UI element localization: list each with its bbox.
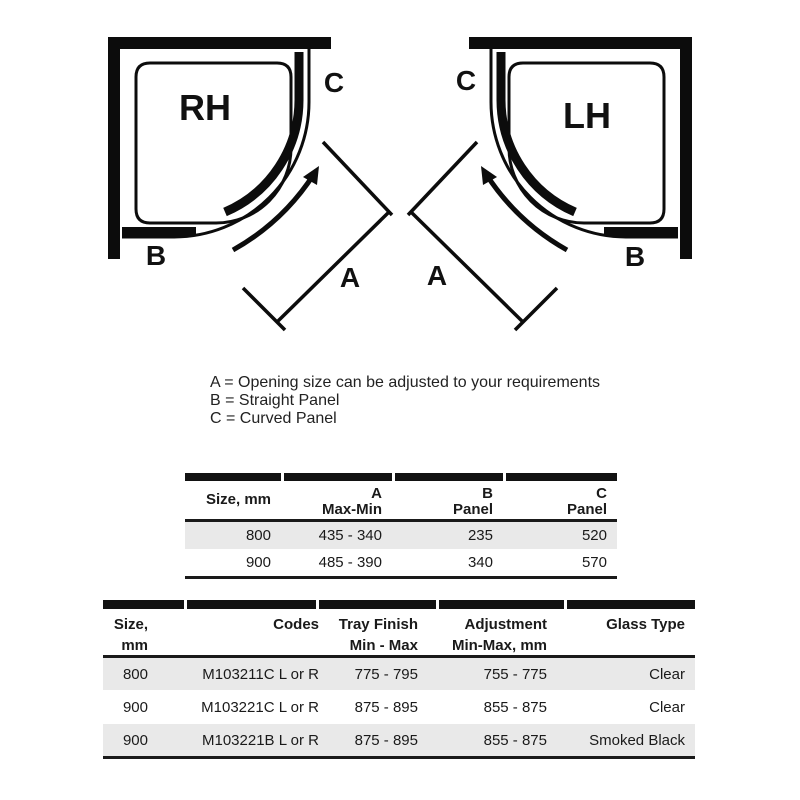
col-header-b bbox=[392, 481, 503, 519]
column-divider bbox=[316, 600, 319, 609]
rh-curved-panel-label: C bbox=[323, 67, 345, 98]
cell-size: 900 bbox=[122, 731, 148, 749]
col-header-size-line2: mm bbox=[121, 637, 148, 654]
cell-size: 800 bbox=[245, 527, 271, 544]
col-header-glass-type bbox=[557, 609, 695, 656]
column-divider bbox=[564, 600, 567, 609]
cell-c-panel: 520 bbox=[581, 527, 607, 544]
cell-code: M103221B L or R bbox=[201, 731, 319, 749]
lh-straight-panel bbox=[604, 227, 678, 236]
size-table bbox=[185, 473, 617, 579]
col-header-size bbox=[185, 481, 281, 519]
cell-glass-type: Clear bbox=[649, 665, 685, 683]
column-divider bbox=[281, 473, 284, 481]
cell-b-panel: 340 bbox=[467, 554, 493, 571]
col-header-size-line1: Size, bbox=[113, 616, 148, 633]
legend-line-c: C = Curved Panel bbox=[210, 410, 337, 427]
cell-adjustment: 755 - 775 bbox=[483, 665, 547, 683]
size-table-top-bar bbox=[185, 473, 617, 481]
col-header-b-line2: Panel bbox=[452, 501, 493, 518]
table-row bbox=[185, 522, 617, 549]
col-header-size-text: Size, mm bbox=[205, 491, 271, 508]
col-header-size bbox=[103, 609, 158, 656]
cell-code: M103221C L or R bbox=[201, 698, 319, 716]
enclosure-diagrams bbox=[0, 0, 800, 345]
rh-tray-label: RH bbox=[179, 87, 231, 128]
col-header-b-line1: B bbox=[482, 485, 493, 502]
cell-tray-finish: 775 - 795 bbox=[354, 665, 418, 683]
legend-line-a: A = Opening size can be adjusted to your requirements bbox=[210, 374, 601, 391]
column-divider bbox=[392, 473, 395, 481]
cell-size: 900 bbox=[122, 698, 148, 716]
lh-dim-ext-line-top bbox=[408, 142, 477, 215]
lh-straight-panel-label: B bbox=[624, 241, 646, 272]
cell-glass-type: Smoked Black bbox=[589, 731, 685, 749]
col-header-adjustment-line1: Adjustment bbox=[464, 616, 547, 633]
rh-straight-panel-label: B bbox=[145, 240, 167, 271]
table-row bbox=[103, 658, 695, 690]
cell-size: 800 bbox=[122, 665, 148, 683]
spec-table-top-bar bbox=[103, 600, 695, 609]
col-header-tray-finish-line2: Min - Max bbox=[349, 637, 418, 654]
col-header-tray-finish bbox=[329, 609, 428, 656]
column-divider bbox=[436, 600, 439, 609]
column-divider bbox=[184, 600, 187, 609]
col-header-a-line2: Max-Min bbox=[322, 501, 382, 518]
rh-dim-ext-line-bottom bbox=[243, 288, 285, 330]
col-header-adjustment-line2: Min-Max, mm bbox=[451, 637, 547, 654]
bottom-rule bbox=[185, 576, 617, 579]
bottom-rule bbox=[103, 756, 695, 759]
legend-line-b: B = Straight Panel bbox=[210, 392, 340, 409]
cell-adjustment: 855 - 875 bbox=[483, 731, 547, 749]
spec-table-header-row bbox=[103, 609, 695, 655]
table-row bbox=[185, 549, 617, 576]
cell-c-panel: 570 bbox=[581, 554, 607, 571]
column-divider bbox=[503, 473, 506, 481]
col-header-a bbox=[281, 481, 392, 519]
col-header-glass-type-line1: Glass Type bbox=[606, 616, 685, 633]
col-header-codes bbox=[158, 609, 329, 656]
rh-side-wall bbox=[108, 37, 120, 259]
cell-a-maxmin: 485 - 390 bbox=[318, 554, 382, 571]
cell-size: 900 bbox=[245, 554, 271, 571]
spec-table bbox=[103, 600, 695, 759]
col-header-codes-line1: Codes bbox=[273, 616, 319, 633]
cell-glass-type: Clear bbox=[649, 698, 685, 716]
lh-side-wall bbox=[680, 37, 692, 259]
col-header-a-line1: A bbox=[371, 485, 382, 502]
lh-opening-dim-label: A bbox=[426, 260, 448, 291]
lh-curved-panel-label: C bbox=[455, 65, 477, 96]
lh-diagram-structure bbox=[408, 37, 692, 330]
col-header-c-line2: Panel bbox=[566, 501, 607, 518]
cell-tray-finish: 875 - 895 bbox=[354, 731, 418, 749]
rh-straight-panel bbox=[122, 227, 196, 236]
cell-b-panel: 235 bbox=[467, 527, 493, 544]
lh-top-wall bbox=[469, 37, 692, 49]
col-header-adjustment bbox=[428, 609, 557, 656]
table-row bbox=[103, 724, 695, 756]
col-header-c-line1: C bbox=[596, 485, 607, 502]
rh-dim-line bbox=[276, 212, 389, 323]
lh-tray-label: LH bbox=[563, 95, 611, 136]
rh-opening-dim-label: A bbox=[339, 262, 361, 293]
rh-dim-ext-line-top bbox=[323, 142, 392, 215]
cell-tray-finish: 875 - 895 bbox=[354, 698, 418, 716]
col-header-tray-finish-line1: Tray Finish bbox=[338, 616, 418, 633]
table-row bbox=[103, 690, 695, 724]
cell-code: M103211C L or R bbox=[202, 665, 319, 683]
legend bbox=[210, 374, 600, 428]
cell-adjustment: 855 - 875 bbox=[483, 698, 547, 716]
col-header-c bbox=[503, 481, 617, 519]
cell-a-maxmin: 435 - 340 bbox=[318, 527, 382, 544]
rh-top-wall bbox=[108, 37, 331, 49]
size-table-header-row bbox=[185, 481, 617, 519]
lh-dim-ext-line-bottom bbox=[515, 288, 557, 330]
